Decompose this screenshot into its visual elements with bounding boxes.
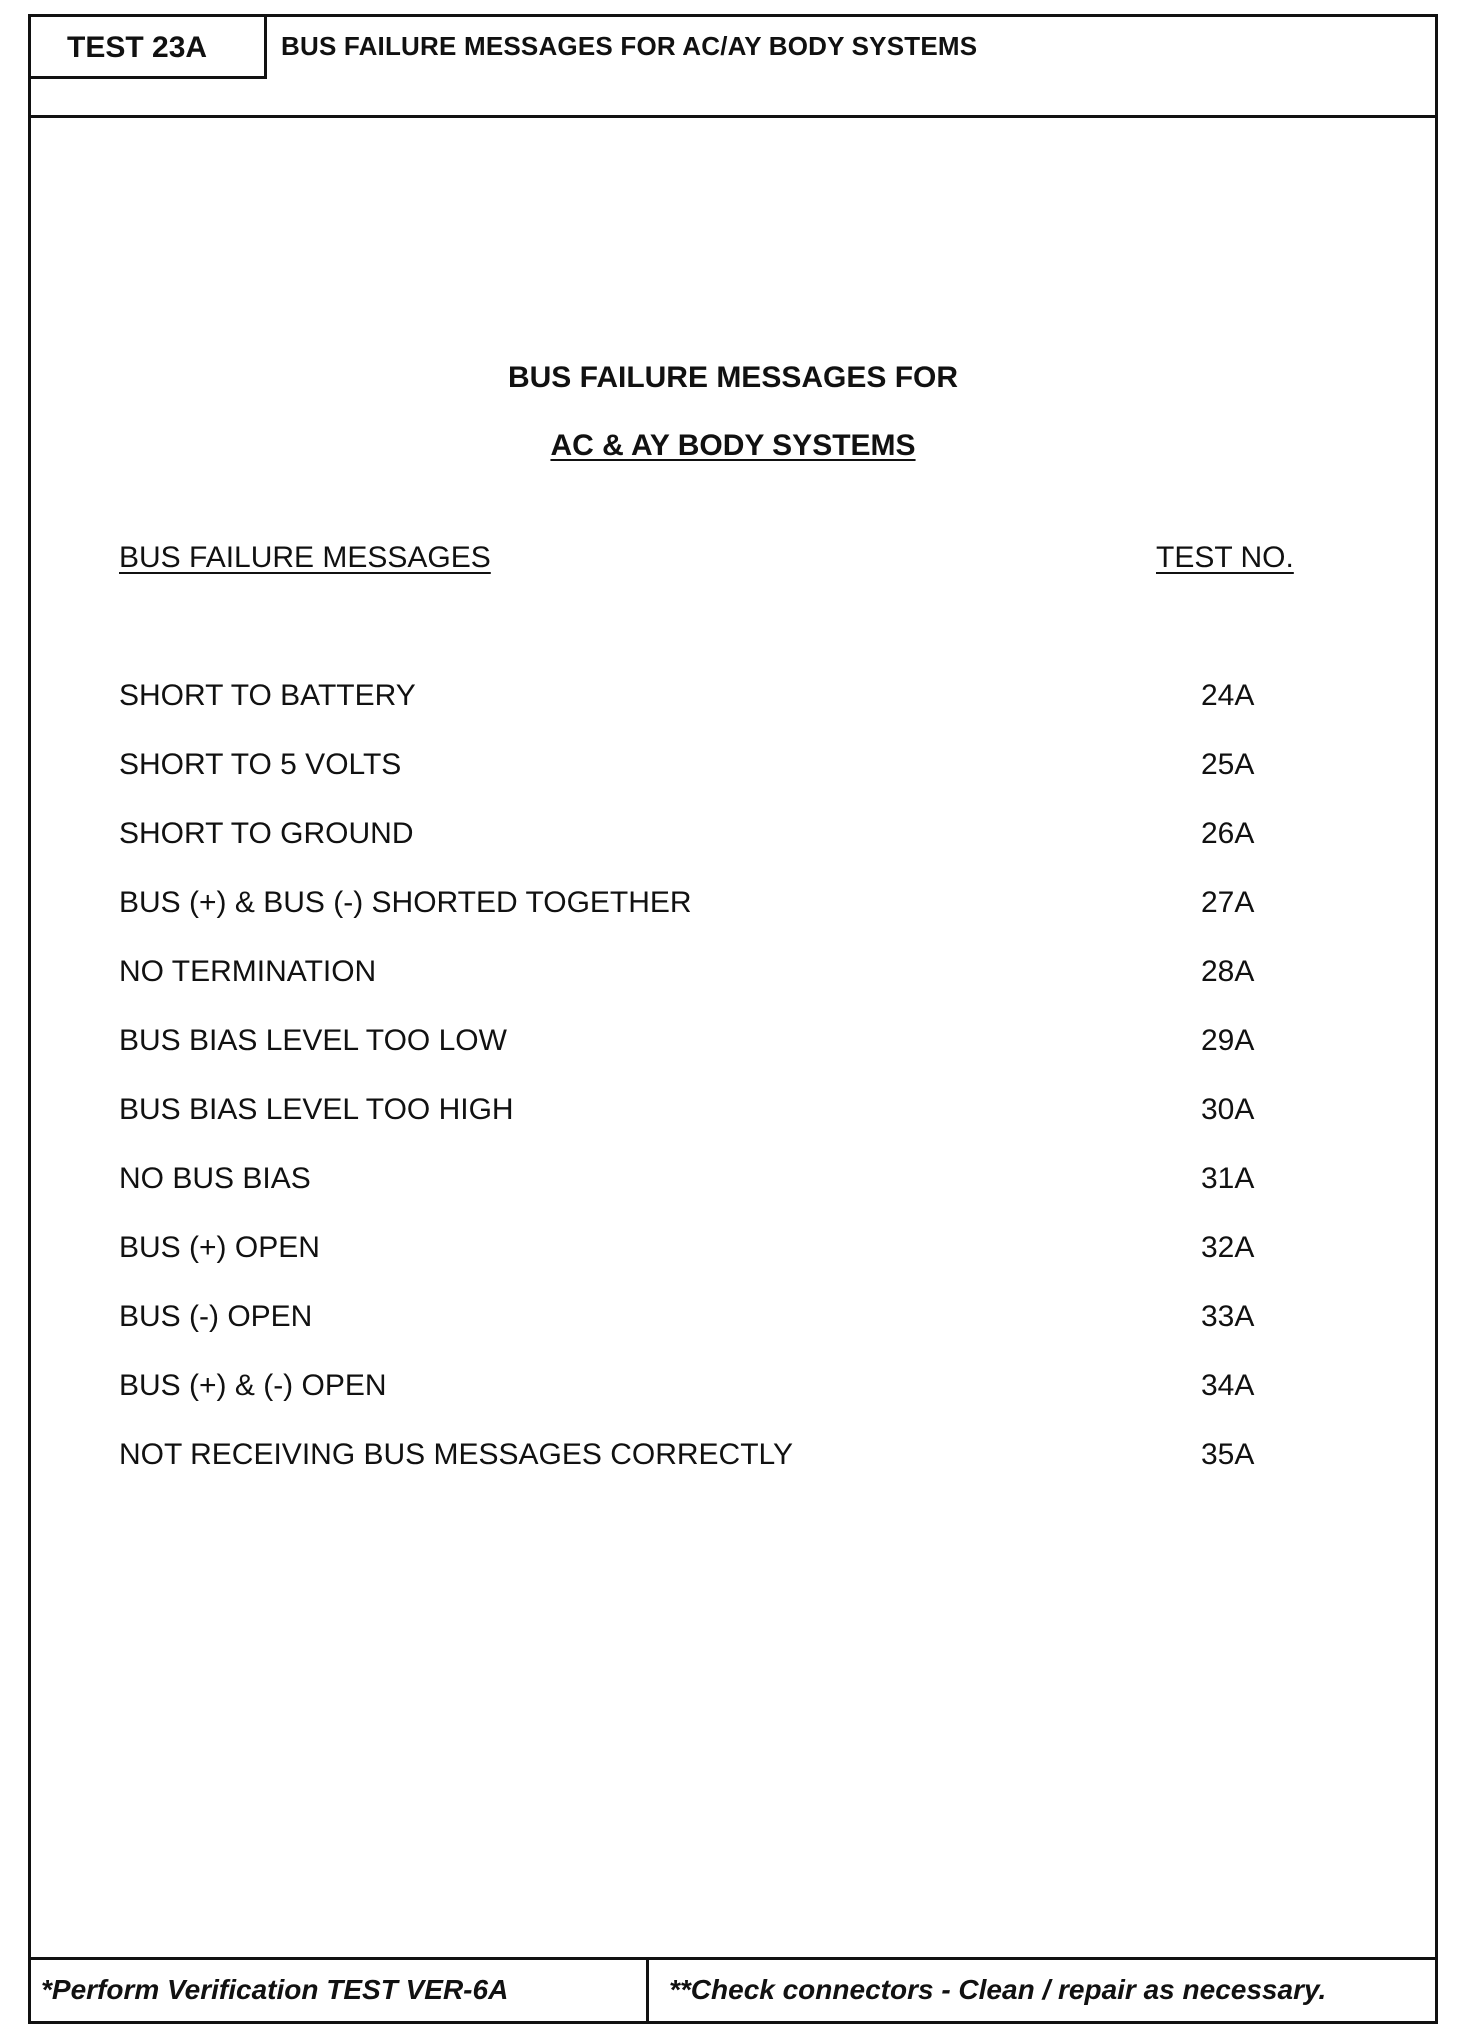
test-number: 33A [1201, 1300, 1255, 1333]
test-number: 29A [1201, 1024, 1255, 1057]
footer-divider [646, 1960, 649, 2021]
document-title-line1: BUS FAILURE MESSAGES FOR [507, 361, 959, 394]
test-number: 31A [1201, 1162, 1255, 1195]
test-number: 24A [1201, 679, 1255, 712]
failure-message: NOT RECEIVING BUS MESSAGES CORRECTLY [119, 1438, 794, 1471]
failure-message: BUS (-) OPEN [119, 1300, 313, 1333]
test-number: 27A [1201, 886, 1255, 919]
test-number: 34A [1201, 1369, 1255, 1402]
table-row [31, 1024, 1435, 1064]
failure-message: SHORT TO BATTERY [119, 679, 416, 712]
table-row [31, 679, 1435, 719]
header-bar [31, 17, 1435, 118]
table-row [31, 817, 1435, 857]
failure-message: SHORT TO GROUND [119, 817, 414, 850]
failure-message: NO TERMINATION [119, 955, 377, 988]
table-row [31, 748, 1435, 788]
failure-message: BUS (+) OPEN [119, 1231, 320, 1264]
test-number: 25A [1201, 748, 1255, 781]
header-title: BUS FAILURE MESSAGES FOR AC/AY BODY SYSTEMS [281, 31, 978, 61]
failure-message: BUS BIAS LEVEL TOO LOW [119, 1024, 507, 1057]
table-row [31, 1300, 1435, 1340]
column-header-messages: BUS FAILURE MESSAGES [119, 541, 491, 574]
table-row [31, 1369, 1435, 1409]
footer-verification-note: *Perform Verification TEST VER-6A [41, 1974, 509, 2005]
footer-connector-note: **Check connectors - Clean / repair as necessary. [669, 1974, 1327, 2005]
test-id-label: TEST 23A [31, 17, 267, 79]
test-number: 32A [1201, 1231, 1255, 1264]
failure-message: BUS BIAS LEVEL TOO HIGH [119, 1093, 514, 1126]
table-row [31, 1231, 1435, 1271]
table-row [31, 886, 1435, 926]
table-row [31, 955, 1435, 995]
failure-message: SHORT TO 5 VOLTS [119, 748, 402, 781]
test-number: 35A [1201, 1438, 1255, 1471]
failure-message: NO BUS BIAS [119, 1162, 311, 1195]
failure-message: BUS (+) & BUS (-) SHORTED TOGETHER [119, 886, 692, 919]
document-title-line2: AC & AY BODY SYSTEMS [550, 429, 916, 462]
table-row [31, 1438, 1435, 1478]
failure-message: BUS (+) & (-) OPEN [119, 1369, 387, 1402]
table-row [31, 1093, 1435, 1133]
test-number: 30A [1201, 1093, 1255, 1126]
document-frame [28, 14, 1438, 2024]
footer-bar [31, 1957, 1435, 2021]
table-row [31, 1162, 1435, 1202]
test-number: 28A [1201, 955, 1255, 988]
test-number: 26A [1201, 817, 1255, 850]
column-header-test-no: TEST NO. [1156, 541, 1294, 574]
